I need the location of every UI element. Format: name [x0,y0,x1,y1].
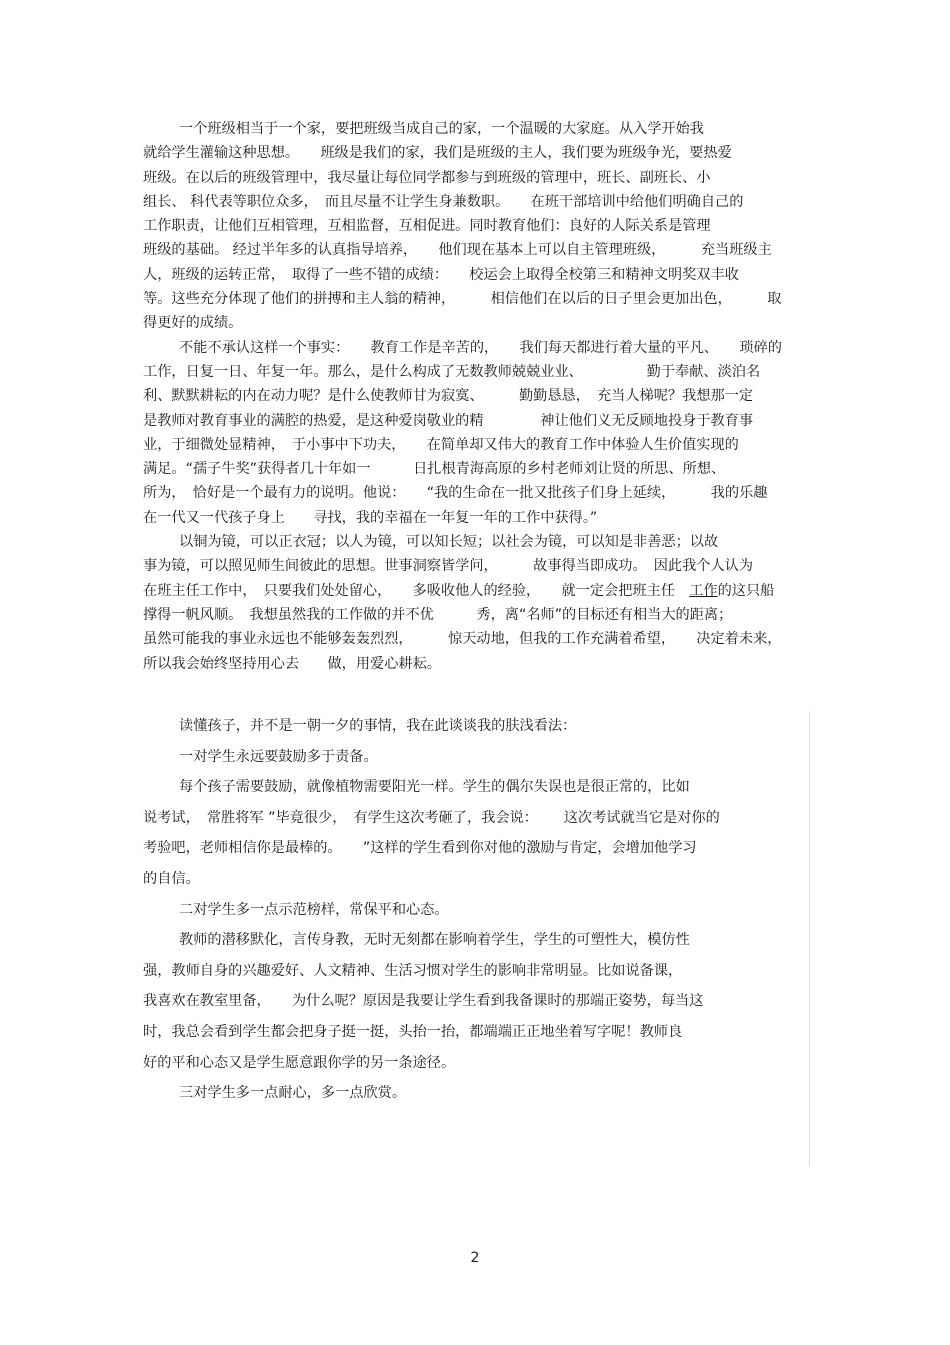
paragraph-line: 班级。在以后的班级管理中，我尽量让每位同学都参与到班级的管理中，班长、副班长、小 [143,169,711,186]
text-section-class-management [143,117,809,676]
paragraph-line: 利、默默耕耘的内在动力呢？是什么使教师甘为寂寞、 勤勤恳恳， 充当人梯呢？我想那一定 [143,388,754,405]
paragraph-line: 考验吧，老师相信你是最棒的。 ”这样的学生看到你对他的激励与肯定，会增加他学习 [143,840,697,857]
paragraph-line: 工作职责，让他们互相管理，互相监督，互相促进。同时教育他们：良好的人际关系是管理 [143,218,711,235]
section-heading: 二对学生多一点示范榜样，常保平和心态。 [179,901,449,918]
paragraph-line: 读懂孩子，并不是一朝一夕的事情，我在此谈谈我的肤浅看法： [179,718,577,734]
paragraph-line: 是教师对教育事业的满腔的热爱，是这种爱岗敬业的精 神让他们义无反顾地投身于教育事 [143,412,754,429]
paragraph-line: 我喜欢在教室里备， 为什么呢？原因是我要让学生看到我备课时的那端正姿势，每当这 [143,993,704,1010]
paragraph-line: 的自信。 [143,870,200,887]
paragraph-line: 等。这些充分体现了他们的拼搏和主人翁的精神， 相信他们在以后的日子里会更加出色， 取 [143,291,782,308]
paragraph-line: 一个班级相当于一个家，要把班级当成自己的家，一个温暖的大家庭。从入学开始我 [179,121,704,137]
paragraph-line: 虽然可能我的事业永远也不能够轰轰烈烈， 惊天动地，但我的工作充满着希望， 决定着未来， [143,631,782,648]
paragraph-line: 在一代又一代孩子身上 寻找，我的幸福在一年复一年的工作中获得。” [143,509,598,526]
paragraph-line: 强，教师自身的兴趣爱好、人文精神、生活习惯对学生的影响非常明显。比如说备课， [143,962,683,979]
paragraph-line: 所以我会始终坚持用心去 做，用爱心耕耘。 [143,655,441,672]
text-section-understanding-children [143,711,810,1166]
paragraph-line-with-underline [143,579,809,603]
paragraph-line: 班级的基础。 经过半年多的认真指导培养， 他们现在基本上可以自主管理班级， 充当班级主 [143,242,772,259]
paragraph-line: 好的平和心态又是学生愿意跟你学的另一条途径。 [143,1054,456,1071]
paragraph-line-tail: 的这只船 [717,582,775,599]
paragraph-line: 组长、 科代表等职位众多， 而且尽量不让学生身兼数职。 在班干部培训中给他们明确自己的 [143,193,744,210]
paragraph-line: 就给学生灌输这种思想。 班级是我们的家，我们是班级的主人，我们要为班级争光，要热爱 [143,145,732,162]
paragraph-line: 所为， 恰好是一个最有力的说明。他说： “我的生命在一批又批孩子们身上延续， 我的乐趣 [143,485,768,502]
paragraph-line: 时，我总会看到学生都会把身子挺一挺，头抬一抬，都端端正正地坐着写字呢！教师良 [143,1023,683,1040]
paragraph-line: 事为镜，可以照见师生间彼此的思想。世事洞察皆学问， 故事得当即成功。 因此我个人认为 [143,558,754,575]
paragraph-line: 说考试， 常胜将军 ”毕竟很少， 有学生这次考砸了，我会说： 这次考试就当它是对你的 [143,809,720,826]
paragraph-line: 每个孩子需要鼓励，就像植物需要阳光一样。学生的偶尔失误也是很正常的，比如 [179,779,690,796]
page-number: 2 [470,1250,480,1266]
paragraph-line: 工作，日复一日、年复一年。那么，是什么构成了无数教师兢兢业业、 勤于奉献、淡泊名 [143,363,761,380]
paragraph-line: 撑得一帆风顺。 我想虽然我的工作做的并不优 秀，离“名师”的目标还有相当大的距离； [143,606,733,623]
paragraph-line: 得更好的成绩。 [143,315,243,332]
paragraph-line: 人，班级的运转正常， 取得了一些不错的成绩： 校运会上取得全校第三和精神文明奖双丰收 [143,266,739,283]
paragraph-line: 满足。“孺子牛奖”获得者几十年如一 日扎根青海高原的乡村老师刘让贤的所思、所想、 [143,461,726,478]
underlined-word: 工作 [689,582,718,599]
paragraph-line: 业，于细微处显精神， 于小事中下功夫， 在简单却又伟大的教育工作中体验人生价值实现的 [143,436,739,453]
paragraph-line-head: 在班主任工作中， 只要我们处处留心， 多吸收他人的经验， 就一定会把班主任 [143,582,690,599]
section-heading: 一对学生永远要鼓励多于责备。 [179,748,378,765]
paragraph-line: 以铜为镜，可以正衣冠；以人为镜，可以知长短；以社会为镜，可以知是非善恶；以故 [179,534,719,551]
section-heading: 三对学生多一点耐心，多一点欣赏。 [179,1085,407,1102]
paragraph-line: 教师的潜移默化，言传身教，无时无刻都在影响着学生，学生的可塑性大，模仿性 [179,932,690,949]
paragraph-line: 不能不承认这样一个事实： 教育工作是辛苦的， 我们每天都进行着大量的平凡、 琐碎的 [179,339,782,356]
